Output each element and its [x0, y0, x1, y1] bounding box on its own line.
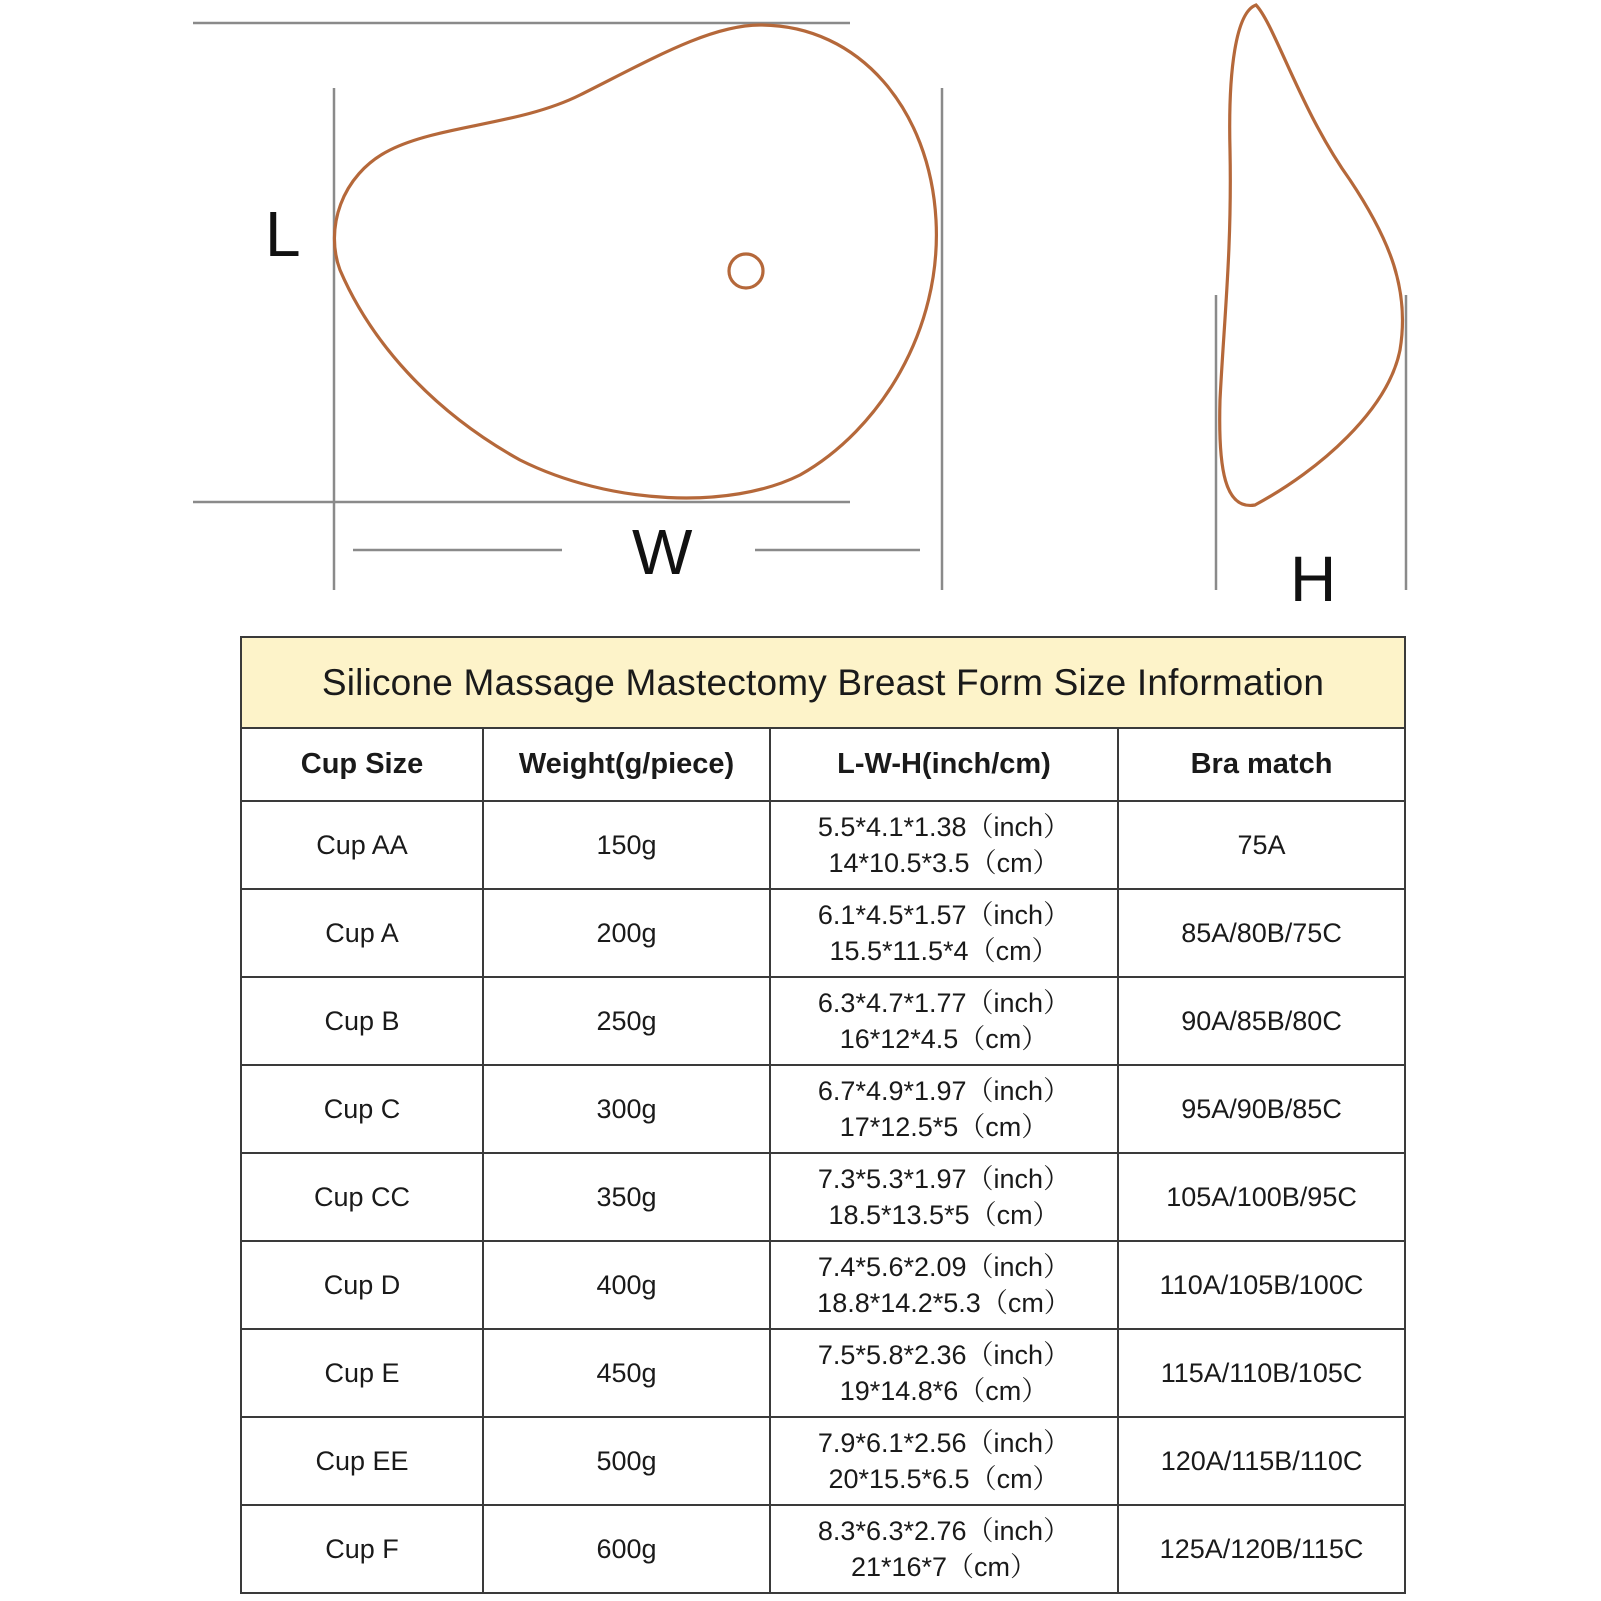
table-body [241, 801, 1405, 1593]
header-weight: Weight(g/piece) [483, 728, 770, 801]
weight-cell: 500g [483, 1417, 770, 1505]
dimensions-cell [770, 1505, 1118, 1593]
header-dimensions: L-W-H(inch/cm) [770, 728, 1118, 801]
dimensions-inch: 5.5*4.1*1.38（inch） [817, 812, 1071, 842]
table-row [241, 1329, 1405, 1417]
dimensions-inch: 7.9*6.1*2.56（inch） [817, 1428, 1071, 1458]
table-row [241, 1505, 1405, 1593]
table-header-row [241, 728, 1405, 801]
cup-size-cell: Cup D [241, 1241, 483, 1329]
dimensions-inch: 8.3*6.3*2.76（inch） [817, 1516, 1071, 1546]
table-row [241, 1065, 1405, 1153]
cup-size-cell: Cup B [241, 977, 483, 1065]
dimensions-cell [770, 1241, 1118, 1329]
table-row [241, 801, 1405, 889]
cup-size-cell: Cup E [241, 1329, 483, 1417]
table-row [241, 977, 1405, 1065]
table-row [241, 889, 1405, 977]
breast-form-dimension-diagram [0, 0, 1601, 620]
bra-match-cell: 110A/105B/100C [1118, 1241, 1405, 1329]
dimensions-inch: 6.7*4.9*1.97（inch） [817, 1076, 1071, 1106]
cup-size-cell: Cup AA [241, 801, 483, 889]
dimensions-cell [770, 1417, 1118, 1505]
bra-match-cell: 115A/110B/105C [1118, 1329, 1405, 1417]
side-view-outline [1220, 5, 1403, 505]
header-cup-size: Cup Size [241, 728, 483, 801]
dimensions-cm: 21*16*7（cm） [850, 1552, 1038, 1582]
dimensions-cell [770, 1065, 1118, 1153]
dimensions-cm: 17*12.5*5（cm） [839, 1112, 1049, 1142]
bra-match-cell: 120A/115B/110C [1118, 1417, 1405, 1505]
bra-match-cell: 95A/90B/85C [1118, 1065, 1405, 1153]
bra-match-cell: 85A/80B/75C [1118, 889, 1405, 977]
dimensions-cell [770, 977, 1118, 1065]
dimensions-cell [770, 801, 1118, 889]
dimensions-inch: 6.3*4.7*1.77（inch） [817, 988, 1071, 1018]
dimensions-inch: 7.5*5.8*2.36（inch） [817, 1340, 1071, 1370]
bra-match-cell: 125A/120B/115C [1118, 1505, 1405, 1593]
cup-size-cell: Cup EE [241, 1417, 483, 1505]
dimensions-cm: 18.5*13.5*5（cm） [828, 1200, 1060, 1230]
dimensions-cell [770, 1329, 1118, 1417]
size-information-table [240, 636, 1406, 1594]
header-bra-match: Bra match [1118, 728, 1405, 801]
weight-cell: 200g [483, 889, 770, 977]
cup-size-cell: Cup A [241, 889, 483, 977]
bra-match-cell: 75A [1118, 801, 1405, 889]
bra-match-cell: 105A/100B/95C [1118, 1153, 1405, 1241]
cup-size-cell: Cup C [241, 1065, 483, 1153]
weight-cell: 150g [483, 801, 770, 889]
front-view-guides [193, 23, 942, 590]
weight-cell: 400g [483, 1241, 770, 1329]
table-title: Silicone Massage Mastectomy Breast Form Size Information [241, 637, 1405, 728]
height-label: H [1290, 543, 1337, 615]
cup-size-cell: Cup CC [241, 1153, 483, 1241]
dimensions-cm: 15.5*11.5*4（cm） [829, 936, 1059, 966]
weight-cell: 250g [483, 977, 770, 1065]
weight-cell: 600g [483, 1505, 770, 1593]
dimensions-cm: 18.8*14.2*5.3（cm） [817, 1288, 1071, 1318]
bra-match-cell: 90A/85B/80C [1118, 977, 1405, 1065]
dimensions-inch: 6.1*4.5*1.57（inch） [817, 900, 1071, 930]
cup-size-cell: Cup F [241, 1505, 483, 1593]
dimensions-inch: 7.3*5.3*1.97（inch） [817, 1164, 1071, 1194]
dimensions-cell [770, 1153, 1118, 1241]
nipple-marker-icon [729, 254, 763, 288]
dimensions-cm: 16*12*4.5（cm） [839, 1024, 1049, 1054]
width-label: W [632, 516, 693, 588]
dimensions-cm: 19*14.8*6（cm） [839, 1376, 1049, 1406]
dimensions-cm: 14*10.5*3.5（cm） [828, 848, 1060, 878]
weight-cell: 350g [483, 1153, 770, 1241]
dimensions-inch: 7.4*5.6*2.09（inch） [817, 1252, 1071, 1282]
dimensions-cell [770, 889, 1118, 977]
weight-cell: 300g [483, 1065, 770, 1153]
length-label: L [265, 198, 301, 270]
table-row [241, 1241, 1405, 1329]
dimensions-cm: 20*15.5*6.5（cm） [828, 1464, 1060, 1494]
weight-cell: 450g [483, 1329, 770, 1417]
table-row [241, 1153, 1405, 1241]
table-row [241, 1417, 1405, 1505]
front-view-outline [334, 25, 936, 498]
